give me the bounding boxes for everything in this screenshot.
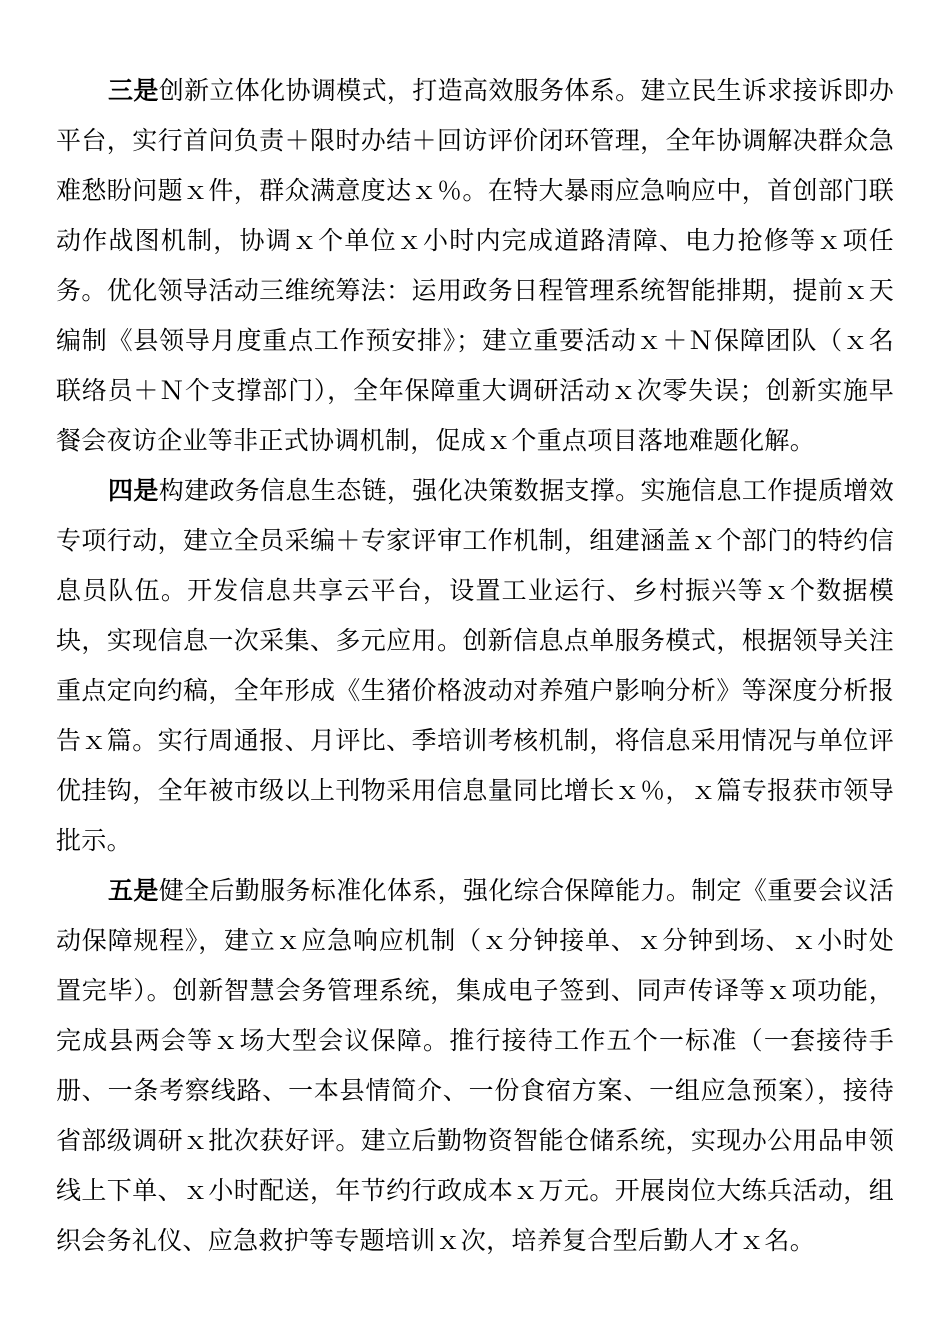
document-page [56, 66, 894, 1266]
paragraph-five [56, 866, 894, 1266]
paragraph-body: 健全后勤服务标准化体系，强化综合保障能力。制定《重要会议活动保障规程》，建立ｘ应急响应机制（ｘ分钟接单、ｘ分钟到场、ｘ小时处置完毕）。创新智慧会务管理系统，集成电子签到、同声传译等ｘ项功能，完成县两会等ｘ场大型会议保障。推行接待工作五个一标准（一套接待手册、一条考察线路、一本县情简介、一份食宿方案、一组应急预案），接待省部级调研ｘ批次获好评。建立后勤物资智能仓储系统，实现办公用品申领线上下单、ｘ小时配送，年节约行政成本ｘ万元。开展岗位大练兵活动，组织会务礼仪、应急救护等专题培训ｘ次，培养复合型后勤人才ｘ名。 [56, 876, 894, 1255]
paragraph-body: 构建政务信息生态链，强化决策数据支撑。实施信息工作提质增效专项行动，建立全员采编＋专家评审工作机制，组建涵盖ｘ个部门的特约信息员队伍。开发信息共享云平台，设置工业运行、乡村振兴等ｘ个数据模块，实现信息一次采集、多元应用。创新信息点单服务模式，根据领导关注重点定向约稿，全年形成《生猪价格波动对养殖户影响分析》等深度分析报告ｘ篇。实行周通报、月评比、季培训考核机制，将信息采用情况与单位评优挂钩，全年被市级以上刊物采用信息量同比增长ｘ％，ｘ篇专报获市领导批示。 [56, 476, 894, 855]
paragraph-lead: 五是 [108, 876, 159, 905]
paragraph-four [56, 466, 894, 866]
paragraph-lead: 三是 [108, 76, 159, 105]
paragraph-lead: 四是 [108, 476, 159, 505]
paragraph-body: 创新立体化协调模式，打造高效服务体系。建立民生诉求接诉即办平台，实行首问负责＋限时办结＋回访评价闭环管理，全年协调解决群众急难愁盼问题ｘ件，群众满意度达ｘ％。在特大暴雨应急响应中，首创部门联动作战图机制，协调ｘ个单位ｘ小时内完成道路清障、电力抢修等ｘ项任务。优化领导活动三维统筹法：运用政务日程管理系统智能排期，提前ｘ天编制《县领导月度重点工作预安排》；建立重要活动ｘ＋Ｎ保障团队（ｘ名联络员＋Ｎ个支撑部门），全年保障重大调研活动ｘ次零失误；创新实施早餐会夜访企业等非正式协调机制，促成ｘ个重点项目落地难题化解。 [56, 76, 894, 455]
paragraph-three [56, 66, 894, 466]
